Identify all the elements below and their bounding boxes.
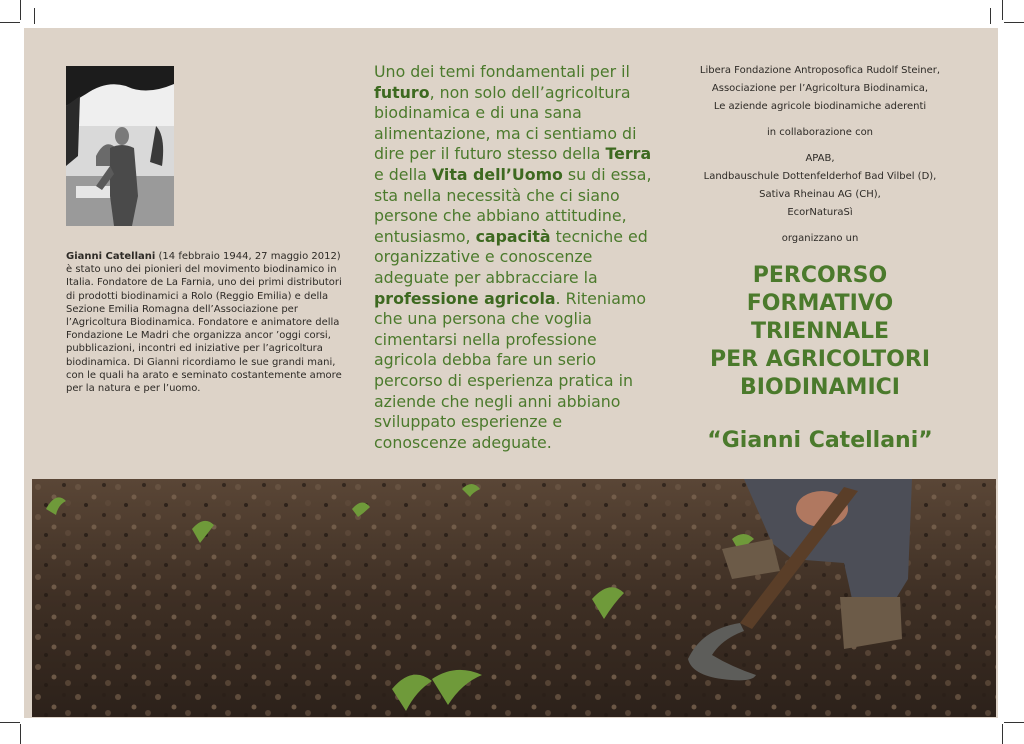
- intro-text: e della: [374, 164, 432, 184]
- intro-text: . Riteniamo che una persona che voglia cimentarsi nella professione agricola debba fare un serio percorso di esperienza pratica in aziende che negli anni abbiano sviluppato esperienze e conoscenze adeguate.: [374, 288, 647, 452]
- partner-line: APAB,: [805, 153, 835, 164]
- collaboration-label: in collaborazione con: [766, 127, 874, 138]
- organizer-line: Libera Fondazione Antroposofica Rudolf Steiner,: [699, 65, 941, 76]
- crop-mark: [1004, 722, 1024, 723]
- course-title-line: BIODINAMICI: [740, 375, 900, 400]
- organize-label: organizzano un: [781, 233, 859, 244]
- crop-mark: [990, 8, 991, 24]
- intro-text: , non solo dell’agricoltura biodinamica e di una sana alimentazione, ma ci sentiamo di dire per il futuro stesso della: [374, 82, 637, 164]
- intro-emphasis: futuro: [374, 82, 430, 102]
- organizers-column: [676, 62, 964, 453]
- course-subtitle: “Gianni Catellani”: [707, 428, 933, 453]
- organizer-line: Associazione per l’Agricoltura Biodinamica,: [711, 83, 929, 94]
- partner-line: Sativa Rheinau AG (CH),: [759, 189, 881, 200]
- intro-paragraph: [374, 62, 654, 453]
- crop-mark: [20, 0, 21, 20]
- course-title-line: PER AGRICOLTORI: [709, 347, 931, 372]
- portrait-photo: [66, 66, 174, 226]
- crop-mark: [20, 724, 21, 744]
- intro-text: su di essa, sta nella necessità che ci siano persone che abbiano attitudine, entusiasmo,: [374, 164, 652, 246]
- partner-line: Landbauschule Dottenfelderhof Bad Vilbel (D),: [703, 171, 937, 182]
- intro-emphasis: Terra: [605, 144, 652, 164]
- partner-line: EcorNaturaSì: [787, 207, 853, 218]
- course-title-line: PERCORSO FORMATIVO: [746, 263, 894, 316]
- intro-text: Uno dei temi fondamentali per il: [374, 62, 630, 81]
- bio-text: (14 febbraio 1944, 27 maggio 2012) è stato uno dei pionieri del movimento biodinamico in Italia. Fondatore de La Farnia, uno dei primi distributori di prodotti biodinamici a Rolo (Reggio Emilia) e della Sezione Emilia Romagna dell’Associazione per l’Agricoltura Biodinamica. Fondatore e animatore della Fondazione Le Madri che organizza ancor ’oggi corsi, pubblicazioni, incontri ed iniziative per l’agricoltura biodinamica. Di Gianni ricordiamo le sue grandi mani, con le quali ha arato e seminato costantemente amore per la natura e per l’uomo.: [66, 251, 342, 395]
- bio-paragraph: [66, 250, 342, 395]
- intro-emphasis: capacità: [475, 226, 551, 246]
- crop-mark: [1002, 724, 1003, 744]
- intro-emphasis: professione agricola: [374, 288, 556, 308]
- crop-mark: [1002, 0, 1003, 20]
- intro-text: tecniche ed organizzative e conoscenze adeguate per abbracciare la: [374, 226, 648, 287]
- crop-mark: [1004, 22, 1024, 23]
- course-title: [676, 262, 964, 402]
- crop-mark: [0, 722, 20, 723]
- bio-name: Gianni Catellani: [66, 251, 156, 262]
- crop-mark: [34, 8, 35, 24]
- intro-emphasis: Vita dell’Uomo: [431, 164, 563, 184]
- course-title-line: TRIENNALE: [750, 319, 890, 344]
- crop-mark: [0, 22, 20, 23]
- field-photo: [32, 479, 996, 717]
- organizer-line: Le aziende agricole biodinamiche aderenti: [713, 101, 927, 112]
